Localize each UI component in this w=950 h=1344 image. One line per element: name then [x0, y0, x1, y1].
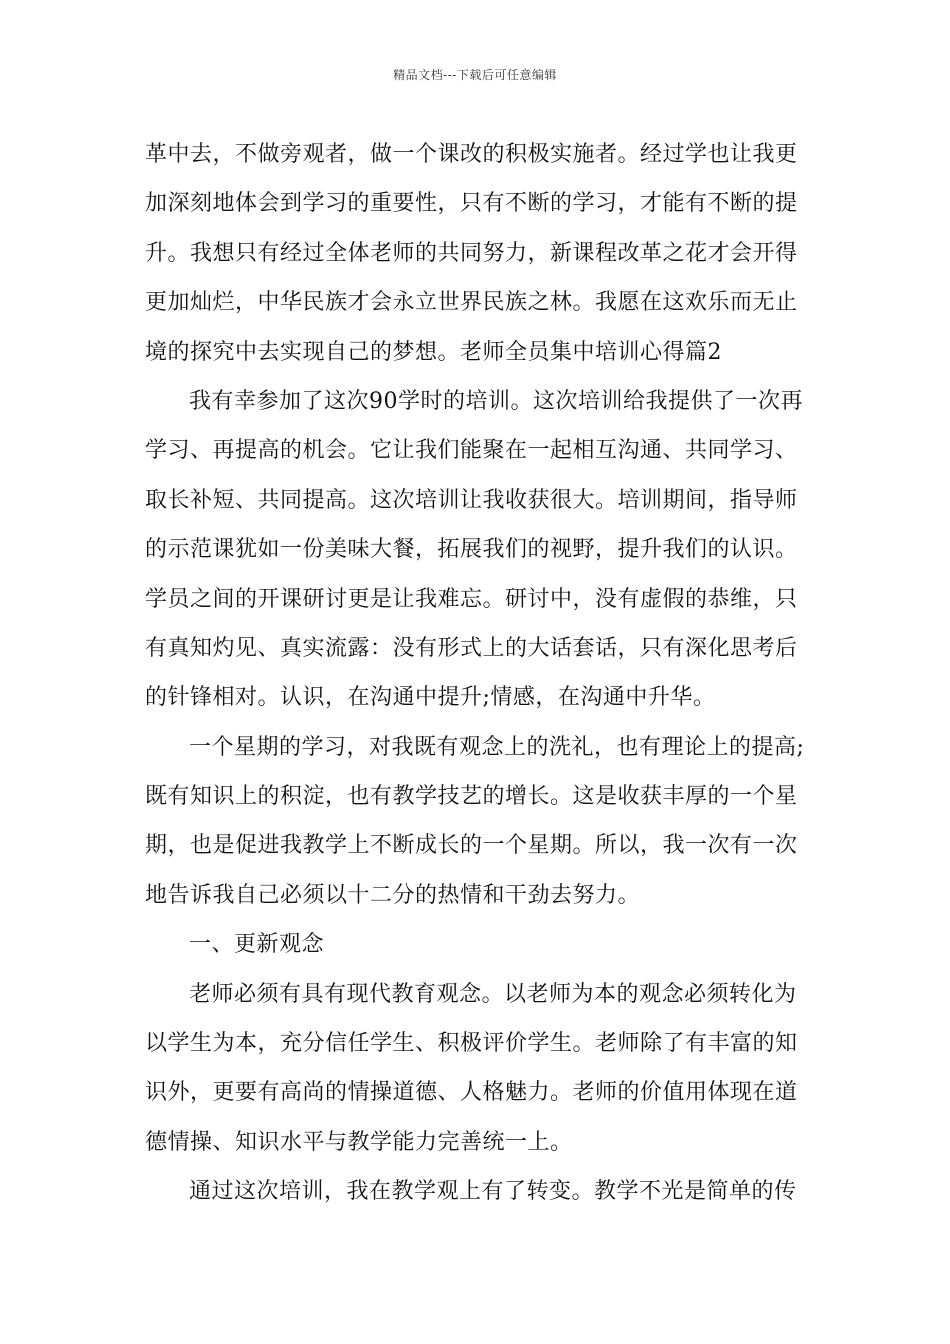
- text-line: 老师必须有具有现代教育观念。以老师为本的观念必须转化为: [189, 981, 797, 1007]
- text-line: 一、更新观念: [189, 932, 325, 958]
- text-line: 的针锋相对。认识，在沟通中提升;情感，在沟通中升华。: [145, 685, 716, 711]
- document-body: [145, 130, 810, 1217]
- text-line: 识外，更要有高尚的情操道德、人格魅力。老师的价值用体现在道: [145, 1080, 798, 1106]
- text-line: 一个星期的学习，对我既有观念上的洗礼，也有理论上的提高;: [189, 734, 805, 760]
- text-line: 的示范课犹如一份美味大餐，拓展我们的视野，提升我们的认识。: [145, 537, 798, 563]
- text-line: 取长补短、共同提高。这次培训让我收获很大。培训期间，指导师: [145, 487, 798, 513]
- text-line: 更加灿烂，中华民族才会永立世界民族之林。我愿在这欢乐而无止: [145, 290, 798, 316]
- page-header: 精品文档---下载后可任意编辑: [393, 68, 557, 82]
- text-line: 德情操、知识水平与教学能力完善统一上。: [145, 1129, 573, 1155]
- text-line: 期，也是促进我教学上不断成长的一个星期。所以，我一次有一次: [145, 833, 798, 859]
- text-line: 通过这次培训，我在教学观上有了转变。教学不光是简单的传: [189, 1179, 797, 1205]
- text-line: 升。我想只有经过全体老师的共同努力，新课程改革之花才会开得: [145, 240, 798, 266]
- text-line: 地告诉我自己必须以十二分的热情和干劲去努力。: [145, 882, 641, 908]
- text-line: 学习、再提高的机会。它让我们能聚在一起相互沟通、共同学习、: [145, 438, 798, 464]
- text-line: 有真知灼见、真实流露：没有形式上的大话套话，只有深化思考后: [145, 635, 798, 661]
- text-line: 境的探究中去实现自己的梦想。老师全员集中培训心得篇2: [145, 339, 722, 365]
- text-line: 革中去，不做旁观者，做一个课改的积极实施者。经过学也让我更: [145, 142, 798, 167]
- text-line: 加深刻地体会到学习的重要性，只有不断的学习，才能有不断的提: [145, 191, 798, 217]
- text-line: 我有幸参加了这次90学时的培训。这次培训给我提供了一次再: [189, 388, 803, 414]
- text-line: 既有知识上的积淀，也有教学技艺的增长。这是收获丰厚的一个星: [145, 784, 798, 810]
- text-line: 以学生为本，充分信任学生、积极评价学生。老师除了有丰富的知: [145, 1031, 798, 1057]
- text-line: 学员之间的开课研讨更是让我难忘。研讨中，没有虚假的恭维，只: [145, 586, 798, 612]
